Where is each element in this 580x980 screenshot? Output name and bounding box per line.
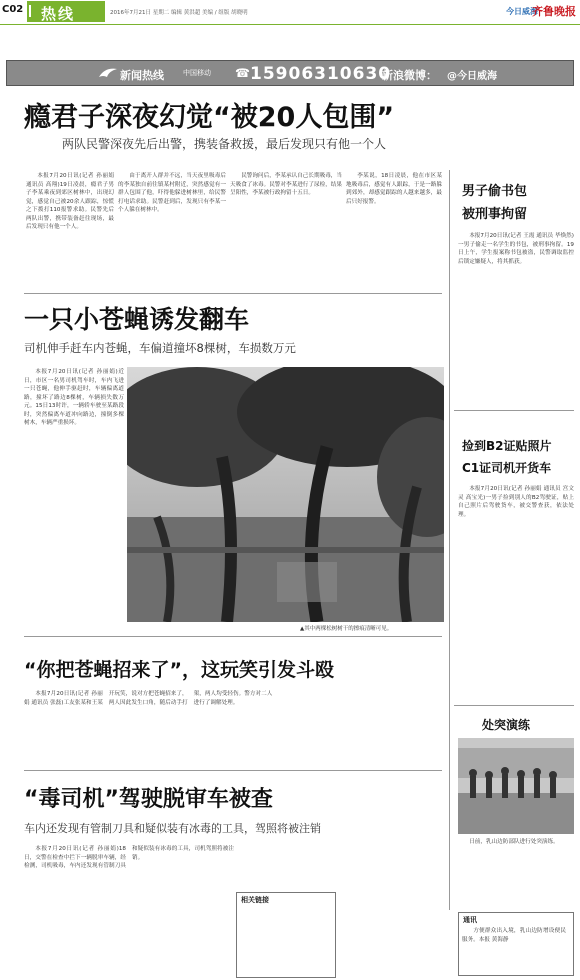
side1-body: 本报7月20日讯(记者 王霞 通讯员 毕焕然)一男子偷走一名学生的书包，被刑事拘留。19日上午，学生报案称书包被盗，民警调取监控后锁定嫌疑人，将其抓获。 [458, 233, 574, 265]
story1-column-2: 由于离开人群并不远，当天夜里吸毒后的李某独自前往镇某村附近，突然感觉有一群人包围了他，吓得他躲进树林里，给民警打电话求助。民警赶到后，发现只有李某一个人躲在树林中。 [118, 173, 226, 213]
header-rule [0, 24, 580, 25]
side3-box-body: 方便群众出入境，乳山边防增设便民服务。本报 黄海静 [462, 928, 566, 943]
section-tag [27, 1, 105, 22]
side1-title-line1: 男子偷书包 [462, 184, 528, 199]
weibo-account: @今日威海 [447, 71, 497, 82]
story2-column: 本报7月20日讯(记者 孙丽娟)近日，市区一名男司机驾车时，车内飞进一只苍蝇，他伸手驱赶时，车辆偏离道路，撞坏了路边8棵树，车辆损失数万元。15日13时许，一辆轿车驶至某路段时，突然偏离车道冲向路边，撞倒多棵树木，车辆严重损坏。 [24, 369, 124, 426]
story1-bottom-rule [24, 293, 442, 294]
hotline-phone: 15906310630 [250, 64, 392, 84]
side2-body: 本报7月20日讯(记者 孙丽娟 通讯员 宫文灵 高宝光)一男子捡到别人的B2驾驶证，贴上自己照片后驾驶货车，被交警查获，依法处理。 [458, 486, 574, 518]
newspaper-logo: 齐鲁晚报 [532, 5, 576, 18]
dateline: 2016年7月21日 星期二 编辑 黄洪超 美编 / 组版 胡晓明 [110, 10, 248, 16]
side3-title: 处突演练 [482, 718, 531, 732]
phone-icon: ☎ [235, 66, 250, 80]
story2-bottom-rule [24, 636, 442, 637]
hotline-label: 新闻热线 [120, 69, 164, 82]
drill-caption: 日前，乳山边防部队进行处突演练。 [469, 839, 559, 845]
section-bar-icon [29, 5, 32, 17]
story1-column-3: 民警询问后，李某承认自己长期吸毒，当天吸食了冰毒。民警对李某进行了尿检，结果呈阳性，李某被行政拘留十五日。 [230, 173, 342, 196]
sidebar-divider [449, 170, 450, 910]
story1-headline: 瘾君子深夜幻觉“被20人包围” [24, 102, 395, 133]
story2-headline: 一只小苍蝇诱发翻车 [24, 305, 250, 334]
story1-column-1: 本报7月20日讯(记者 孙丽娟 通讯员 高翔)19日凌晨，瘾君子男子李某乘夜到郊区树林中，出现幻觉，感觉自己被20余人跟踪，惊慌之下拨打110报警求助。民警先后两队出警，携带装备赶往现场，最后发现只有他一个人。 [26, 173, 114, 230]
side3-box-title: 通讯 [463, 916, 477, 924]
drill-photo [458, 738, 574, 834]
story3-headline: “你把苍蝇招来了”，这玩笑引发斗殴 [24, 659, 334, 681]
brand-text: 今日威海 [506, 7, 538, 16]
story2-photo-caption: ▲其中两棵松树树干的擦痕清晰可见。 [300, 626, 393, 632]
story4-subheadline: 车内还发现有管制刀具和疑似装有冰毒的工具，驾照将被注销 [24, 822, 321, 835]
drill-image [458, 738, 574, 834]
story3-bottom-rule [24, 770, 442, 771]
photo-image [127, 367, 444, 622]
weibo-label: 新浪微博： [382, 69, 437, 82]
story4-headline: “毒司机”驾驶脱审车被查 [24, 787, 273, 812]
china-mobile-logo: 中国移动 [183, 69, 211, 77]
side2-bottom-rule [454, 705, 574, 706]
story1-column-4: 李某说，18日凌晨，他在市区某地吸毒后，感觉有人跟踪，于是一路躲到郊外，却感觉跟踪的人越来越多，最后只好报警。 [346, 173, 442, 205]
side2-title-line1: 捡到B2证贴照片 [462, 439, 552, 453]
story4-body: 本报7月20日讯(记者 孙丽娟)18日，交警在检查中拦下一辆脱审车辆，经检测，司机吸毒，车内还发现有管制刀具和疑似装有冰毒的工具，司机驾照将被注销。 [24, 846, 234, 869]
side3-box [458, 912, 574, 976]
section-label: 热线 [41, 5, 76, 23]
side1-bottom-rule [454, 410, 574, 411]
side1-title-line2: 被刑事拘留 [462, 207, 528, 222]
page-number: C02 [2, 4, 24, 15]
hotline-banner [6, 60, 574, 86]
related-links-title: 相关链接 [241, 896, 269, 904]
story1-subheadline: 两队民警深夜先后出警，携装备救援，最后发现只有他一个人 [62, 137, 387, 151]
story4-related-box [236, 892, 336, 978]
story2-subheadline: 司机伸手赶车内苍蝇，车偏道撞坏8棵树，车损数万元 [24, 341, 296, 355]
story3-body: 本报7月20日讯(记者 孙丽娟 通讯员 张磊)工友张某和王某开玩笑，说对方把苍蝇招来了，两人因此发生口角，随后动手打架，两人均受轻伤。警方对二人进行了调解处理。 [24, 691, 273, 706]
side2-title-line2: C1证司机开货车 [462, 461, 552, 475]
page-header [0, 0, 580, 24]
pine-trees-photo [127, 367, 444, 622]
bird-icon [97, 63, 119, 83]
